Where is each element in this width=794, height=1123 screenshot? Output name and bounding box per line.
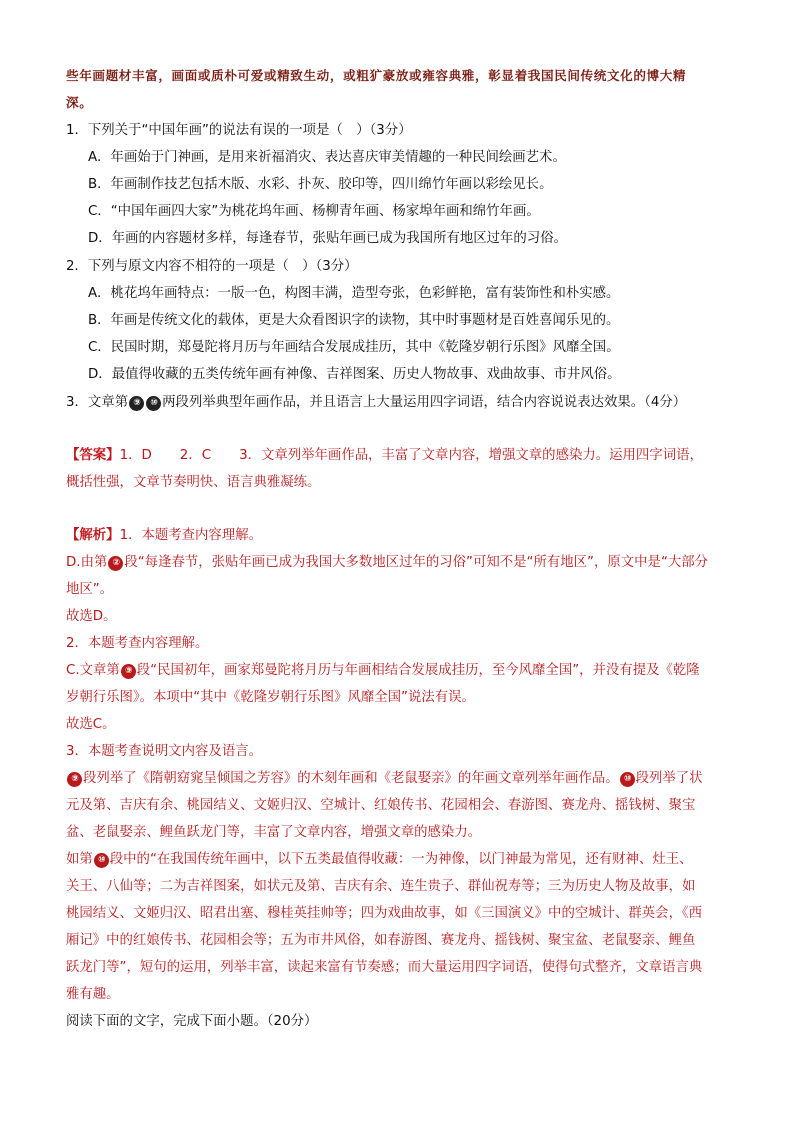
- analysis-line-1: [66, 526, 728, 546]
- answer-1: 1．D: [119, 448, 152, 463]
- next-section-instruction: 阅读下面的文字，完成下面小题。（20分）: [66, 1014, 318, 1029]
- answer-3: 3．文章列举年画作品，丰富了文章内容，增强文章的感染力。运用四字词语，: [239, 448, 703, 463]
- analysis-text: 段中的“在我国传统年画中，以下五类最值得收藏：一为神像，以门神最为常见，还有财神、灶王、: [109, 852, 693, 867]
- question-1-option-a: A．年画始于门神画，是用来祈福消灾、表达喜庆审美情趣的一种民间绘画艺术。: [88, 150, 566, 165]
- circled-number-9: ⑨: [67, 772, 82, 787]
- question-1-option-c: C．“中国年画四大家”为桃花坞年画、杨柳青年画、杨家埠年画和绵竹年画。: [88, 204, 540, 219]
- analysis-text: C.文章第: [66, 663, 120, 678]
- analysis-text: 1．本题考查内容理解。: [119, 528, 262, 543]
- question-3-stem: [66, 393, 728, 413]
- analysis-line-15: 桃园结义、文姬归汉、昭君出塞、穆桂英挂帅等；四为戏曲故事，如《三国演义》中的空城计、群英会，《西: [66, 906, 703, 921]
- analysis-line-7: 岁朝行乐图》。本项中“其中《乾隆岁朝行乐图》风靡全国”说法有误。: [66, 690, 475, 705]
- analysis-line-16: 厢记》中的红娘传书、花园相会等；五为市井风俗，如春游图、赛龙舟、摇钱树、聚宝盆、老鼠娶亲、鲤鱼: [66, 933, 696, 948]
- circled-number-10: ⑩: [94, 853, 109, 868]
- analysis-line-9: 3．本题考查说明文内容及语言。: [66, 744, 262, 759]
- analysis-line-3: 地区”。: [66, 582, 114, 597]
- question-2-stem: 2．下列与原文内容不相符的一项是（ ）（3分）: [66, 259, 358, 274]
- answer-tag: 【答案】: [66, 448, 120, 463]
- analysis-text: 如第: [66, 852, 93, 867]
- analysis-line-2: [66, 553, 728, 573]
- analysis-text: 段“民国初年，画家郑曼陀将月历与年画相结合发展成挂历，至今风靡全国”，并没有提及《乾隆: [136, 663, 700, 678]
- answer-line-2: 概括性强，文章节奏明快、语言典雅凝练。: [66, 475, 321, 490]
- analysis-line-4: 故选D。: [66, 609, 117, 624]
- analysis-line-17: 跃龙门等”，短句的运用，列举丰富，读起来富有节奏感；而大量运用四字词语，使得句式整齐，文章语言典: [66, 960, 703, 975]
- analysis-line-6: [66, 661, 728, 681]
- analysis-text: 段列举了状: [635, 771, 703, 786]
- analysis-line-18: 雅有趣。: [66, 987, 120, 1002]
- analysis-text: 段列举了《隋朝窈窕呈倾国之芳容》的木刻年画和《老鼠娶亲》的年画文章列举年画作品。: [83, 771, 619, 786]
- circled-number-9: ⑨: [129, 396, 144, 411]
- analysis-line-14: 关王、八仙等；二为吉祥图案，如状元及第、吉庆有余、连生贵子、群仙祝寿等；三为历史人物及故事，如: [66, 879, 696, 894]
- analysis-line-11: 元及第、吉庆有余、桃园结义、文姬归汉、空城计、红娘传书、花园相会、春游图、赛龙舟、摇钱树、聚宝: [66, 798, 696, 813]
- question-2-option-a: A．桃花坞年画特点：一版一色，构图丰满，造型夸张，色彩鲜艳，富有装饰性和朴实感。: [88, 286, 620, 301]
- question-1-option-d: D．年画的内容题材多样，每逢春节，张贴年画已成为我国所有地区过年的习俗。: [88, 231, 567, 246]
- analysis-text: 段“每逢春节，张贴年画已成为我国大多数地区过年的习俗”可知不是“所有地区”，原文中是“大部分: [124, 555, 709, 570]
- intro-line-2: 深。: [66, 95, 93, 110]
- analysis-line-10: [66, 769, 728, 789]
- analysis-line-5: 2．本题考查内容理解。: [66, 636, 209, 651]
- question-3-stem-post: 两段列举典型年画作品，并且语言上大量运用四字词语，结合内容说说表达效果。（4分）: [162, 395, 687, 410]
- question-3-stem-pre: 3．文章第: [66, 395, 129, 410]
- question-1-stem: 1．下列关于“中国年画”的说法有误的一项是（ ）（3分）: [66, 123, 412, 138]
- intro-line-1: 些年画题材丰富，画面或质朴可爱或精致生动，或粗犷豪放或雍容典雅，彰显着我国民间传统文化的博大精: [66, 68, 687, 83]
- circled-number-10: ⑩: [146, 396, 161, 411]
- question-2-option-d: D．最值得收藏的五类传统年画有神像、吉祥图案、历史人物故事、戏曲故事、市井风俗。: [88, 367, 621, 382]
- circled-number-9: ⑨: [121, 664, 136, 679]
- answer-line-1: [66, 446, 728, 466]
- question-2-option-b: B．年画是传统文化的载体，更是大众看图识字的读物，其中时事题材是百姓喜闻乐见的。: [88, 313, 620, 328]
- question-2-option-c: C．民国时期，郑曼陀将月历与年画结合发展成挂历，其中《乾隆岁朝行乐图》风靡全国。: [88, 340, 620, 355]
- answer-2: 2．C: [179, 448, 212, 463]
- analysis-line-13: [66, 850, 728, 870]
- analysis-tag: 【解析】: [66, 528, 120, 543]
- analysis-line-8: 故选C。: [66, 717, 116, 732]
- analysis-text: D.由第: [66, 555, 108, 570]
- analysis-line-12: 盆、老鼠娶亲、鲤鱼跃龙门等，丰富了文章内容，增强文章的感染力。: [66, 825, 482, 840]
- circled-number-10: ⑩: [620, 772, 635, 787]
- question-1-option-b: B．年画制作技艺包括木版、水彩、扑灰、胶印等，四川绵竹年画以彩绘见长。: [88, 177, 553, 192]
- circled-number-2: ②: [108, 556, 123, 571]
